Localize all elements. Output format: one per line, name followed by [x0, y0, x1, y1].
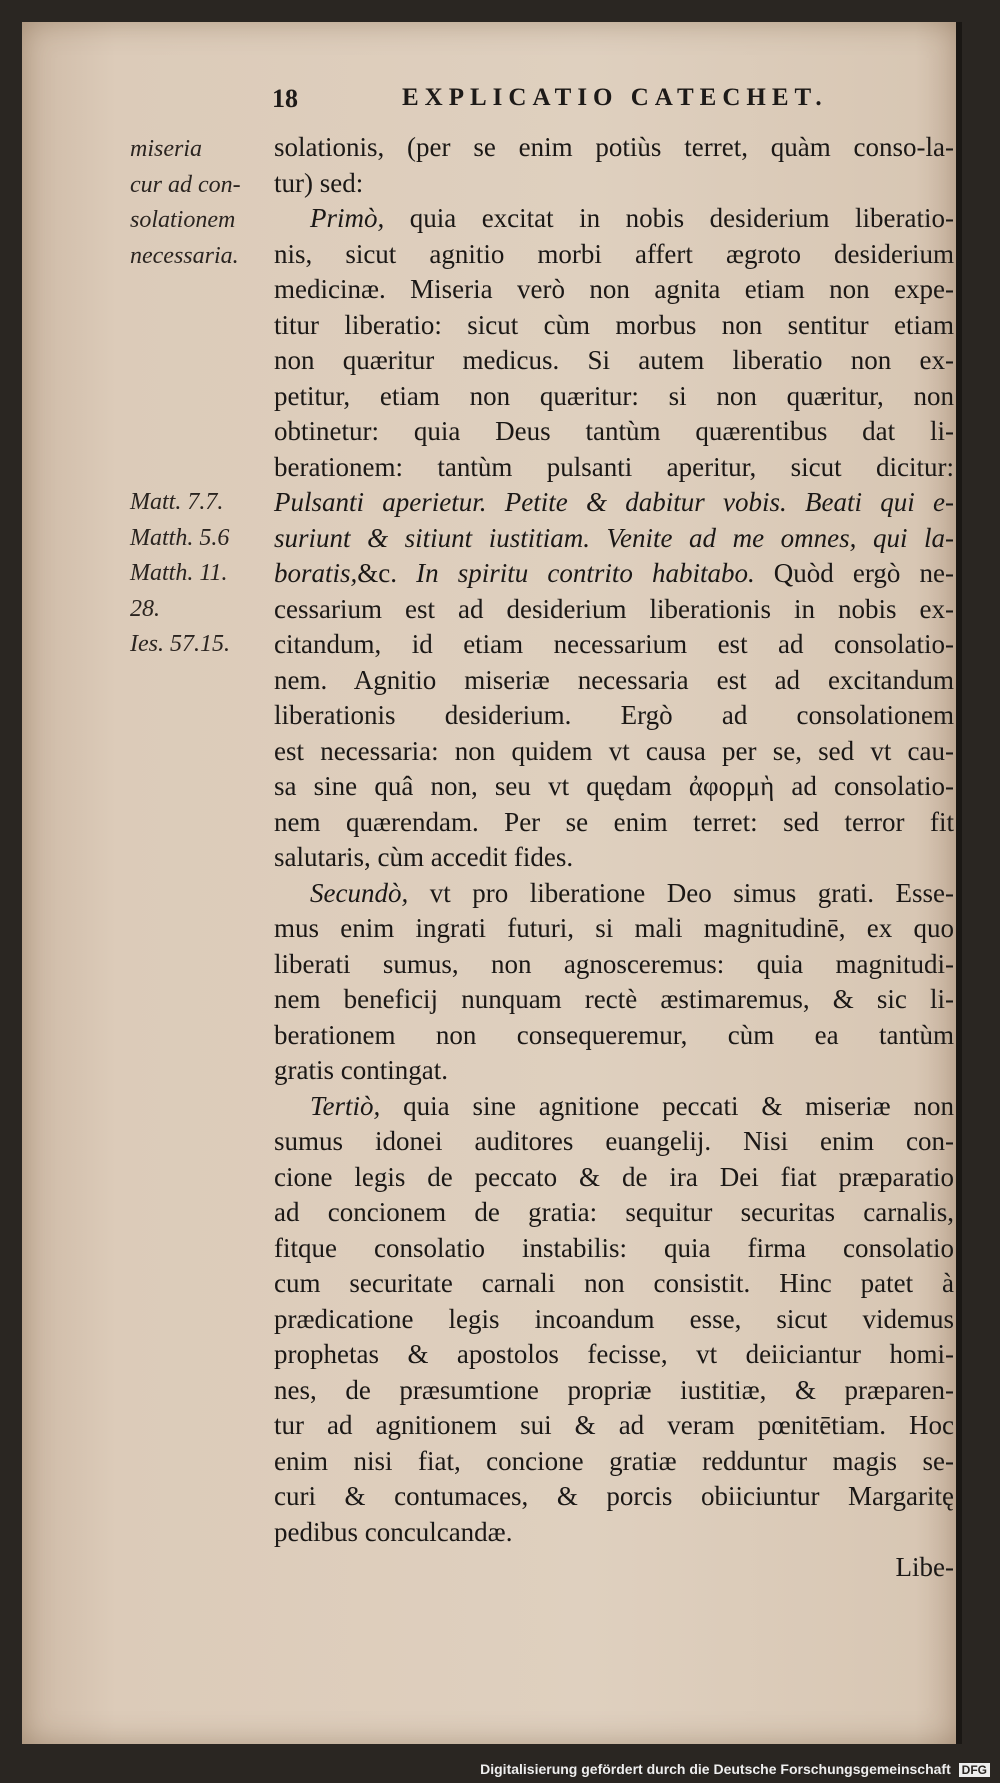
roman-run: cione legis de peccato & de ira Dei fiat præparatio	[274, 1161, 954, 1192]
text-line	[274, 130, 954, 166]
roman-run: obtinetur: quia Deus tantùm quærentibus dat li-	[274, 416, 954, 446]
margin-note-line: Ies. 57.15.	[130, 631, 230, 657]
margin-note-miseria	[130, 132, 270, 274]
roman-run: berationem: tantùm pulsanti aperitur, sicut dicitur:	[274, 451, 954, 482]
roman-run: nem. Agnitio miseriæ necessaria est ad excitandum	[274, 664, 954, 695]
roman-run: cessarium est ad desiderium liberationis in nobis ex-	[274, 593, 954, 624]
margin-note-line: necessaria.	[130, 242, 239, 269]
text-line	[274, 1195, 954, 1231]
roman-run: cum securitate carnali non consistit. Hinc patet à	[274, 1268, 954, 1298]
roman-run: non quæritur medicus. Si autem liberatio non ex-	[274, 345, 954, 375]
body-text	[274, 130, 954, 1586]
page-header	[0, 78, 1000, 118]
roman-run: gratis contingat.	[274, 1055, 448, 1085]
text-line	[274, 1266, 954, 1302]
margin-note-line: 28.	[130, 595, 160, 622]
text-line	[274, 1053, 954, 1089]
digitization-credit	[480, 1761, 990, 1777]
roman-run: citandum, id etiam necessarium est ad consolatio-	[274, 629, 954, 659]
text-line	[274, 521, 954, 557]
roman-run: mus enim ingrati futuri, si mali magnitudinē, ex quo	[274, 913, 954, 943]
dfg-logo: DFG	[959, 1763, 990, 1777]
roman-run: salutaris, cùm accedit fides.	[274, 842, 574, 872]
text-line	[274, 556, 954, 592]
text-line	[274, 982, 954, 1018]
roman-run: quia sine agnitione peccati & miseriæ non	[380, 1090, 954, 1121]
text-line	[274, 1444, 954, 1480]
margin-note-line: miseria	[130, 136, 202, 162]
roman-run: vt pro liberatione Deo simus grati. Esse-	[408, 877, 954, 908]
text-line	[274, 343, 954, 379]
roman-run: solationis, (per se enim potiùs terret, quàm conso-la-	[274, 132, 954, 162]
roman-run: enim nisi fiat, concione gratiæ redduntur magis se-	[274, 1445, 954, 1476]
page-edge	[956, 22, 962, 1744]
text-line	[274, 1479, 954, 1515]
roman-run: curi & contumaces, & porcis obiiciuntur Margaritę	[274, 1481, 954, 1511]
text-line	[274, 201, 954, 237]
roman-run: liberati sumus, non agnosceremus: quia magnitudi-	[274, 948, 954, 979]
margin-note-line: Matth. 5.6	[130, 524, 230, 551]
text-line	[274, 627, 954, 663]
roman-run: nes, de præsumtione propriæ iustitiæ, & præparen-	[274, 1374, 954, 1405]
text-line	[274, 911, 954, 947]
text-line	[274, 1160, 954, 1196]
roman-run: petitur, etiam non quæritur: si non quæritur, non	[274, 380, 954, 411]
roman-run: nem quærendam. Per se enim terret: sed terror fit	[274, 806, 954, 837]
italic-run: Tertiò,	[310, 1090, 381, 1121]
text-line	[274, 308, 954, 344]
margin-note-line: Matth. 11.	[130, 560, 228, 586]
roman-run: ad concionem de gratia: sequitur securitas carnalis,	[274, 1197, 954, 1227]
italic-run: In spiritu contrito habitabo.	[416, 558, 755, 588]
text-line	[274, 876, 954, 912]
text-line	[274, 1089, 954, 1125]
roman-run: quia excitat in nobis desiderium liberatio-	[384, 203, 954, 233]
text-line	[274, 485, 954, 521]
text-line	[274, 272, 954, 308]
text-line	[274, 840, 954, 876]
roman-run: liberationis desiderium. Ergò ad consolationem	[274, 700, 954, 730]
text-line	[274, 450, 954, 486]
roman-run: est necessaria: non quidem vt causa per se, sed vt cau-	[274, 735, 954, 766]
margin-note-line: Matt. 7.7.	[130, 489, 224, 515]
roman-run: nis, sicut agnitio morbi affert ægroto desiderium	[274, 238, 954, 269]
text-line	[274, 805, 954, 841]
roman-run: berationem non consequeremur, cùm ea tantùm	[274, 1019, 954, 1050]
roman-run: tur) sed:	[274, 167, 364, 198]
roman-run: prophetas & apostolos fecisse, vt deiiciantur homi-	[274, 1339, 954, 1369]
page-number: 18	[272, 84, 298, 113]
italic-run: boratis,	[274, 558, 358, 588]
margin-note-line: solationem	[130, 207, 236, 233]
italic-run: Secundò,	[310, 877, 409, 908]
text-line	[274, 1515, 954, 1551]
italic-run: suriunt & sitiunt iustitiam. Venite ad me omnes, qui la-	[274, 522, 954, 553]
roman-run: titur liberatio: sicut cùm morbus non sentitur etiam	[274, 309, 954, 340]
text-line	[274, 592, 954, 628]
text-line	[274, 237, 954, 273]
text-line	[274, 1373, 954, 1409]
roman-run: medicinæ. Miseria verò non agnita etiam non expe-	[274, 274, 954, 304]
text-line	[274, 1337, 954, 1373]
italic-run: Pulsanti aperietur. Petite & dabitur vobis. Beati qui e-	[274, 487, 954, 517]
margin-note-references	[130, 485, 270, 663]
running-head: EXPLICATIO CATECHET.	[402, 84, 828, 111]
roman-run: tur ad agnitionem sui & ad veram pœnitētiam. Hoc	[274, 1410, 954, 1440]
text-line	[274, 947, 954, 983]
roman-run: nem beneficij nunquam rectè æstimaremus, & sic li-	[274, 984, 954, 1014]
text-line	[274, 1124, 954, 1160]
text-line	[274, 734, 954, 770]
roman-run: sa sine quâ non, seu vt quędam ἀφορμὴ ad consolatio-	[274, 771, 954, 801]
roman-run: pedibus conculcandæ.	[274, 1516, 513, 1547]
text-line	[274, 698, 954, 734]
text-line	[274, 769, 954, 805]
margin-note-line: cur ad con-	[130, 171, 241, 198]
text-line	[274, 1018, 954, 1054]
text-line	[274, 1550, 954, 1586]
credit-text: Digitalisierung gefördert durch die Deutsche Forschungsgemeinschaft	[480, 1761, 951, 1777]
text-line	[274, 166, 954, 202]
text-line	[274, 414, 954, 450]
roman-run: sumus idonei auditores euangelij. Nisi enim con-	[274, 1126, 954, 1156]
roman-run: Quòd ergò ne-	[754, 558, 954, 588]
roman-run: fitque consolatio instabilis: quia firma consolatio	[274, 1232, 954, 1263]
text-line	[274, 1408, 954, 1444]
roman-run: Libe-	[895, 1552, 954, 1582]
text-line	[274, 663, 954, 699]
roman-run: &c.	[357, 558, 417, 588]
text-line	[274, 379, 954, 415]
roman-run: prædicatione legis incoandum esse, sicut videmus	[274, 1303, 954, 1334]
italic-run: Primò,	[310, 203, 385, 233]
text-line	[274, 1231, 954, 1267]
text-line	[274, 1302, 954, 1338]
